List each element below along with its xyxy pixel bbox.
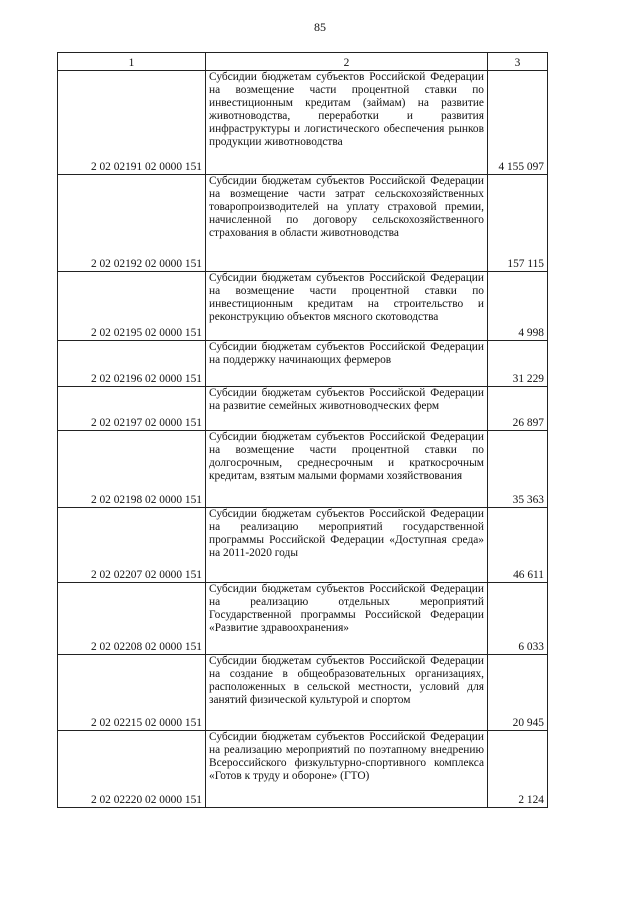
- table-row: [58, 431, 548, 508]
- row-amount: 4 998: [488, 272, 548, 341]
- table-row: [58, 731, 548, 808]
- column-header-amount: 3: [488, 53, 548, 71]
- row-code: 2 02 02191 02 0000 151: [58, 71, 206, 175]
- row-code: 2 02 02220 02 0000 151: [58, 731, 206, 808]
- row-amount: 20 945: [488, 655, 548, 731]
- row-code: 2 02 02208 02 0000 151: [58, 583, 206, 655]
- row-amount: 6 033: [488, 583, 548, 655]
- row-code: 2 02 02198 02 0000 151: [58, 431, 206, 508]
- row-code: 2 02 02197 02 0000 151: [58, 387, 206, 431]
- row-amount: 31 229: [488, 341, 548, 387]
- row-description: Субсидии бюджетам субъектов Российской Федерации на возмещение части процентной ставки по инвестиционным кредитам на строительство и реконструкцию объектов мясного скотоводства: [206, 272, 488, 341]
- table-row: [58, 583, 548, 655]
- row-description: Субсидии бюджетам субъектов Российской Федерации на развитие семейных животноводческих ферм: [206, 387, 488, 431]
- row-description: Субсидии бюджетам субъектов Российской Федерации на создание в общеобразовательных организациях, расположенных в сельской местности, условий для занятий физической культурой и спортом: [206, 655, 488, 731]
- table-row: [58, 272, 548, 341]
- row-amount: 2 124: [488, 731, 548, 808]
- table-row: [58, 341, 548, 387]
- row-description: Субсидии бюджетам субъектов Российской Федерации на поддержку начинающих фермеров: [206, 341, 488, 387]
- row-amount: 35 363: [488, 431, 548, 508]
- column-header-code: 1: [58, 53, 206, 71]
- row-code: 2 02 02195 02 0000 151: [58, 272, 206, 341]
- budget-table: [57, 52, 548, 808]
- row-description: Субсидии бюджетам субъектов Российской Федерации на реализацию мероприятий государственной программы Российской Федерации «Доступная среда» на 2011-2020 годы: [206, 508, 488, 583]
- table-row: [58, 387, 548, 431]
- row-code: 2 02 02215 02 0000 151: [58, 655, 206, 731]
- column-header-description: 2: [206, 53, 488, 71]
- table-row: [58, 508, 548, 583]
- page-number: 85: [314, 20, 326, 34]
- row-amount: 157 115: [488, 175, 548, 272]
- row-description: Субсидии бюджетам субъектов Российской Федерации на возмещение части процентной ставки по инвестиционным кредитам (займам) на развитие животноводства, переработки и развития инфраструктуры и логистического обеспечения рынков продукции животноводства: [206, 71, 488, 175]
- row-amount: 26 897: [488, 387, 548, 431]
- table-row: [58, 71, 548, 175]
- row-description: Субсидии бюджетам субъектов Российской Федерации на возмещение части процентной ставки по долгосрочным, среднесрочным и краткосрочным кредитам, взятым малыми формами хозяйствования: [206, 431, 488, 508]
- row-description: Субсидии бюджетам субъектов Российской Федерации на реализацию отдельных мероприятий Государственной программы Российской Федерации «Развитие здравоохранения»: [206, 583, 488, 655]
- row-description: Субсидии бюджетам субъектов Российской Федерации на возмещение части затрат сельскохозяйственных товаропроизводителей на уплату страховой премии, начисленной по договору сельскохозяйственного страхования в области животноводства: [206, 175, 488, 272]
- row-amount: 4 155 097: [488, 71, 548, 175]
- row-code: 2 02 02207 02 0000 151: [58, 508, 206, 583]
- table-row: [58, 175, 548, 272]
- row-amount: 46 611: [488, 508, 548, 583]
- row-code: 2 02 02192 02 0000 151: [58, 175, 206, 272]
- table-header-row: [58, 53, 548, 71]
- table-row: [58, 655, 548, 731]
- row-code: 2 02 02196 02 0000 151: [58, 341, 206, 387]
- row-description: Субсидии бюджетам субъектов Российской Федерации на реализацию мероприятий по поэтапному внедрению Всероссийского физкультурно-спортивного комплекса «Готов к труду и обороне» (ГТО): [206, 731, 488, 808]
